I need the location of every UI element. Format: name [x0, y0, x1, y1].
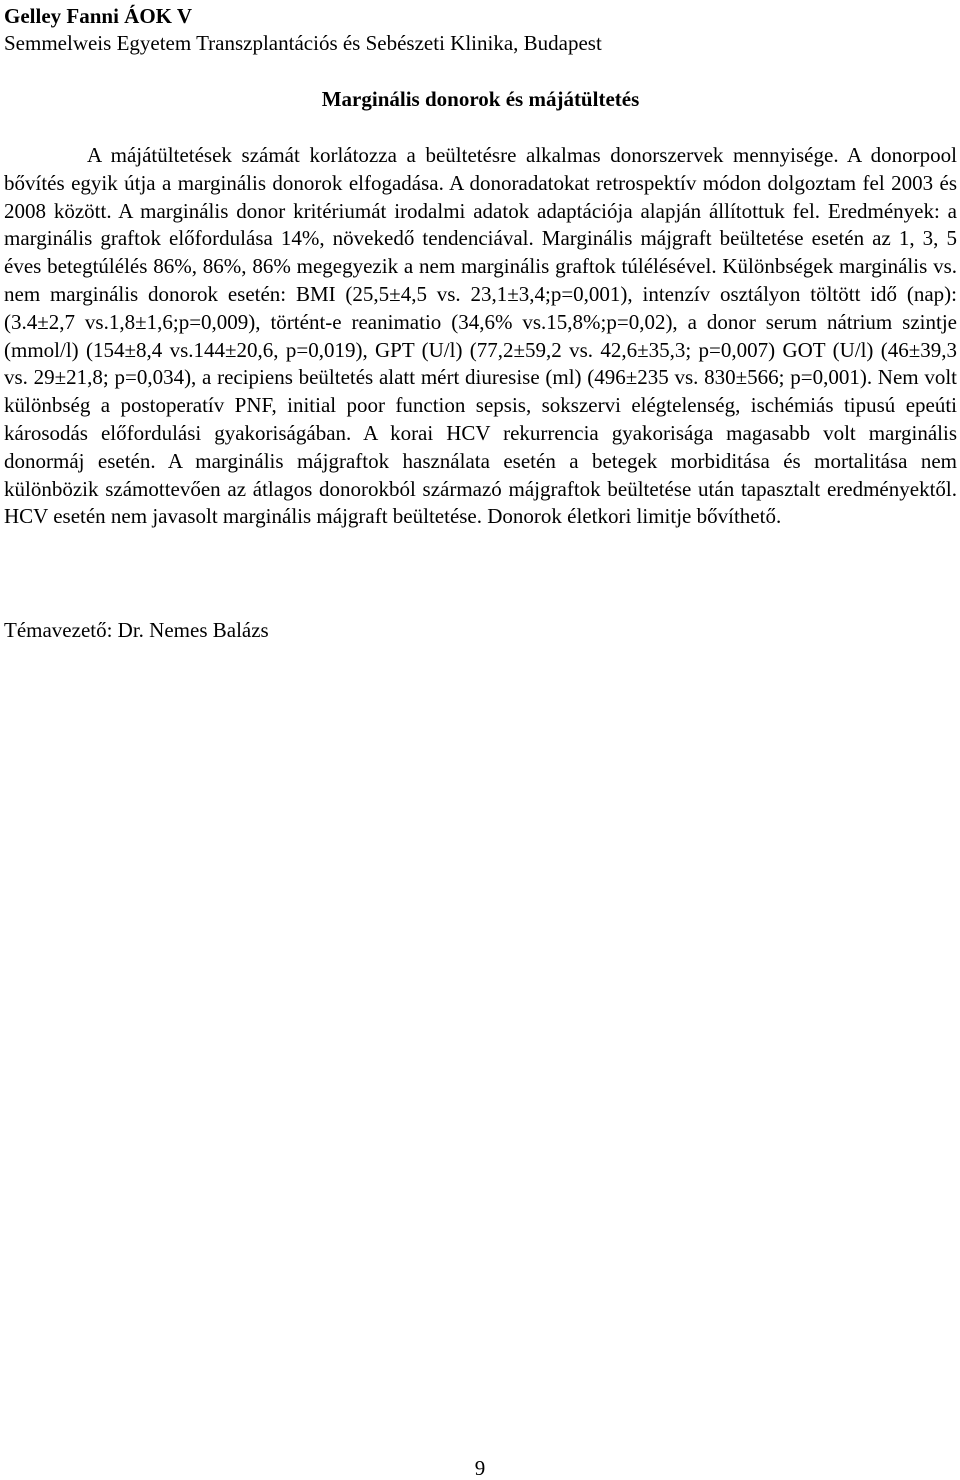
abstract-body: A májátültetések számát korlátozza a beültetésre alkalmas donorszervek mennyisége. A donorpool bővítés egyik útja a marginális donorok elfogadása. A donoradatokat retrospektív módon dolgoztam fel 2003 és 2008 között. A marginális donor kritériumát irodalmi adatok adaptációja alapján állítottuk fel. Eredmények: a marginális graftok előfordulása 14%, növekedő tendenciával. Marginális májgraft beültetése esetén az 1, 3, 5 éves betegtúlélés 86%, 86%, 86% megegyezik a nem marginális graftok túlélésével. Különbségek marginális vs. nem marginális donorok esetén: BMI (25,5±4,5 vs. 23,1±3,4;p=0,001), intenzív osztályon töltött idő (nap): (3.4±2,7 vs.1,8±1,6;p=0,009), történt-e reanimatio (34,6% vs.15,8%;p=0,02), a donor serum nátrium szintje (mmol/l) (154±8,4 vs.144±20,6, p=0,019), GPT (U/l) (77,2±59,2 vs. 42,6±35,3; p=0,007) GOT (U/l) (46±39,3 vs. 29±21,8; p=0,034), a recipiens beültetés alatt mért diuresise (ml) (496±235 vs. 830±566; p=0,001). Nem volt különbség a postoperatív PNF, initial poor function sepsis, sokszervi elégtelenség, ischémiás tipusú epeúti károsodás előfordulási gyakoriságában. A korai HCV rekurrencia gyakorisága magasabb volt marginális donormáj esetén. A marginális májgraftok használata esetén a betegek morbiditása és mortalitása nem különbözik számottevően az átlagos donorokból származó májgraftok beültetése után tapasztalt eredményektől. HCV esetén nem javasolt marginális májgraft beültetése. Donorok életkori limitje bővíthető.	[4, 143, 957, 529]
advisor-line: Témavezető: Dr. Nemes Balázs	[4, 618, 269, 642]
page-number: 9	[474, 1456, 486, 1480]
abstract-title: Marginális donorok és májátültetés	[321, 87, 640, 111]
author-name: Gelley Fanni ÁOK V	[4, 4, 193, 28]
author-affiliation: Semmelweis Egyetem Transzplantációs és Sebészeti Klinika, Budapest	[4, 31, 602, 55]
